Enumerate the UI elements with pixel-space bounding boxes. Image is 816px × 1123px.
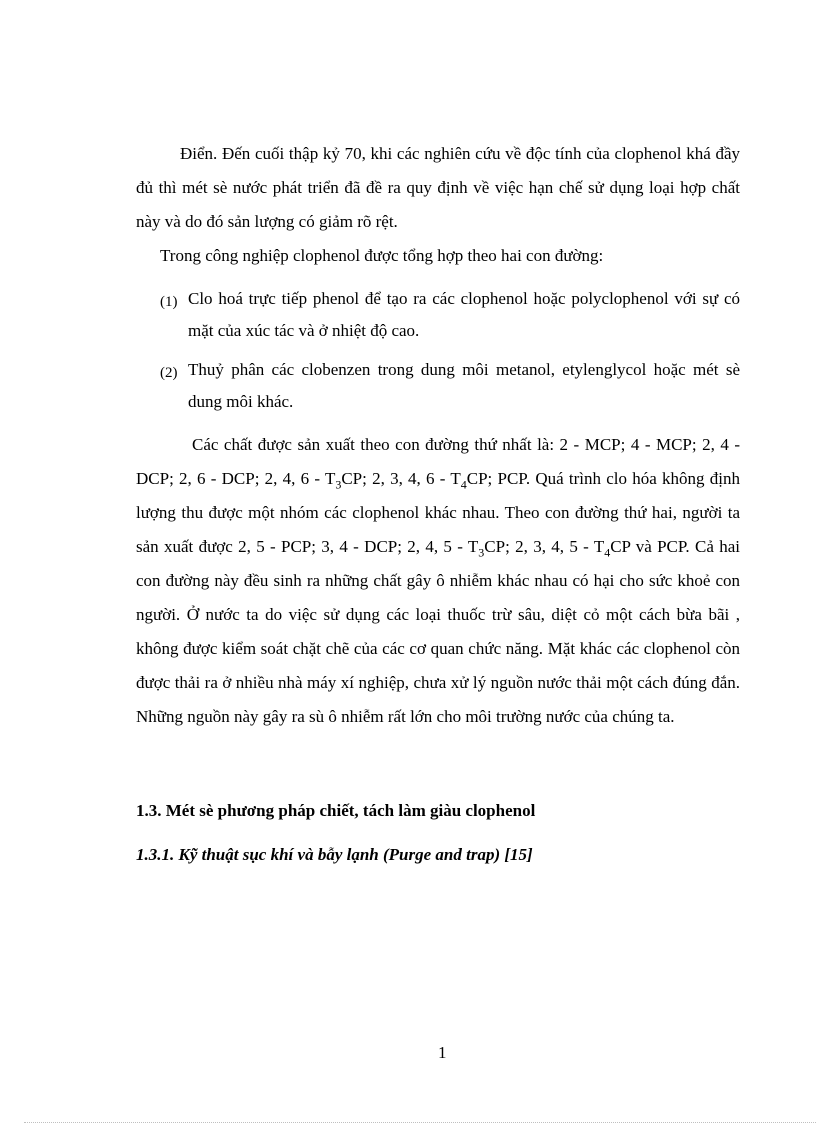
subscript: 4 [604,545,611,560]
subscript: 3 [478,545,485,560]
paragraph-products [136,428,740,734]
list-text: Clo hoá trực tiếp phenol để tạo ra các clophenol hoặc polyclophenol với sự có mặt của xúc tác và ở nhiệt độ cao. [188,289,740,340]
subscript: 3 [335,477,342,492]
subsection-heading: 1.3.1. Kỹ thuật sục khí và bẫy lạnh (Purge and trap) [15] [136,845,533,864]
paragraph-intro: Điển. Đến cuối thập kỷ 70, khi các nghiên cứu về độc tính của clophenol khá đầy đủ thì mét sè nước phát triển đã đề ra quy định về việc hạn chế sử dụng loại hợp chất này và do đó sản lượng có giảm rõ rệt. [136,144,740,231]
text-run: CP và PCP. Cả hai con đường này đều sinh ra những chất gây ô nhiễm khác nhau có hại cho sức khoẻ con người. Ở nước ta do việc sử dụng các loại thuốc trừ sâu, diệt cỏ một cách bừa bãi , không được kiểm soát chặt chẽ của các cơ quan chức năng. Mặt khác các clophenol còn được thải ra ở nhiều nhà máy xí nghiệp, chưa xử lý nguồn nước thải một cách đúng đắn. Những nguồn này gây ra sù ô nhiễm rất lớn cho môi trường nước của chúng ta. [136,537,740,726]
text-run: CP; 2, 3, 4, 6 - T [341,469,461,488]
list-item-route-1 [160,283,740,347]
text-run: Các chất được sản xuất theo con đường thứ nhất là: 2 - MCP; 4 - MCP; 2, 4 - DCP; 2, 6 - DCP; 2, 4, 6 - T [136,435,740,488]
list-item-route-2 [160,354,740,418]
subscript: 4 [460,477,467,492]
list-number: (1) [160,294,178,310]
page-number: 1 [438,1043,447,1062]
text-run: CP; 2, 3, 4, 5 - T [484,537,605,556]
section-heading: 1.3. Mét sè phương pháp chiết, tách làm giàu clophenol [136,801,536,820]
list-number: (2) [160,365,178,381]
paragraph-synthesis-routes: Trong công nghiệp clophenol được tổng hợp theo hai con đường: [160,246,604,265]
text-run: CP; PCP. Quá trình clo hóa không định lượng thu được một nhóm các clophenol khác nhau. Theo con đường thứ hai, người ta sản xuất được 2, 5 - PCP; 3, 4 - DCP; 2, 4, 5 - T [136,469,740,556]
list-text: Thuỷ phân các clobenzen trong dung môi metanol, etylenglycol hoặc mét sè dung môi khác. [188,360,740,411]
